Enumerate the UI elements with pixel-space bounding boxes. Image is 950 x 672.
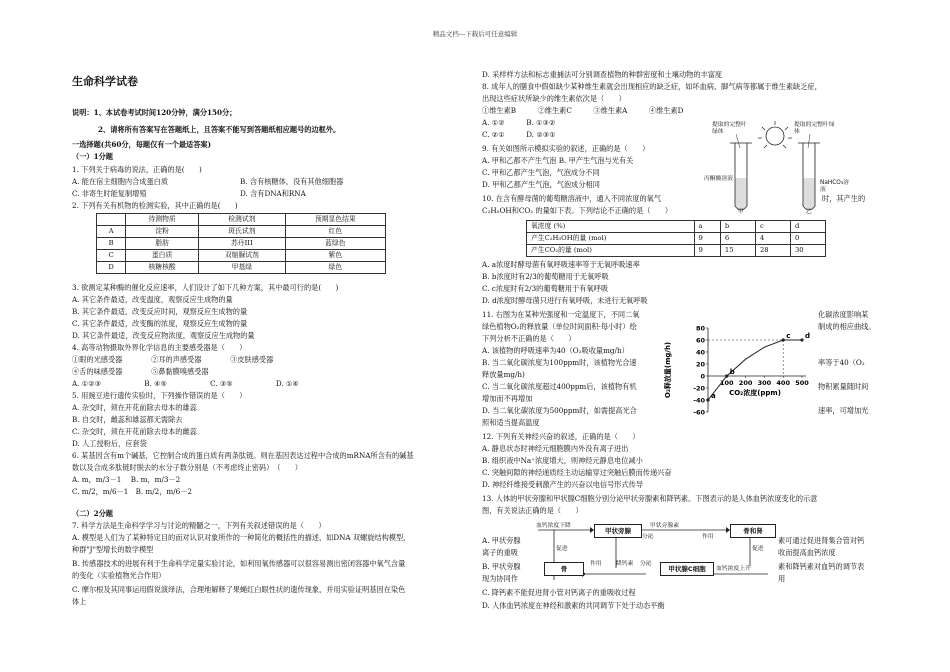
text-line: D. 采样样方法和标志重捕法可分别调查植物的种群密度和土壤动物的丰富度 [482,70,723,79]
left-tube-bottom-label: 丙酮酸溶液 [704,176,733,182]
paper-title: 生命科学试卷 [72,75,138,88]
text-line: 13. 人体的甲状旁腺和甲状腺C细胞分别分泌甲状旁腺素和降钙素。下图表示的是人体血钙浓度变化的示意 [482,494,818,503]
table-cell: 核糖核酸 [126,262,199,274]
y-tick-label: 60 [695,336,705,345]
table-cell: 28 [755,245,790,257]
test-tube-right-icon [798,143,820,210]
table-row [97,238,386,250]
text-line: 下列分析不正确的是（ ） [482,334,576,343]
text-line: C. 摩尔根及其同事运用假说演绎法，合理地解释了果蝇红白眼性状的遗传现象，并用实验证明基因在染色 [72,585,406,594]
q13-low-label: 血钙浓度下降 [536,523,571,529]
table-cell: 蓝绿色 [285,238,385,250]
note-answer: 2、请将所有答案写在答题纸上，且答案不能写到答题纸相应题号的边框外。 [98,125,341,134]
note-time: 说明：1、本试卷考试时间120分钟，满分150分； [72,108,237,117]
table-cell: A [97,226,126,238]
text-line: A. m，m/3－1 B. m，m/3－2 [72,475,181,484]
q13-side-2: 收而提高血钙浓度 [778,548,836,557]
q13-side-1: 素可通过促进肾集合管对钙 [778,536,865,545]
table-row [97,250,386,262]
hormone1-label: 甲状旁腺素 [650,523,679,529]
table-cell: D [97,262,126,274]
text-line: D. 其它条件最适，改变反应物浓度，观察反应生成物的量 [72,331,255,340]
table-cell: 30 [790,245,825,257]
text-line: ①眼的光感受器 ②耳的声感受器 ③皮肤感受器 [72,355,274,364]
point-label-d: d [805,332,811,340]
q13-high-label: 血钙浓度上升 [716,566,751,572]
point-label-c: c [786,332,791,340]
text-line: 7. 科学方法是生命科学学习与讨论的精髓之一，下列有关叙述错误的是（ ） [72,521,326,530]
hormone2-label: 降钙素 [616,561,634,567]
subsection-1pt: （一）1分题 [72,152,113,161]
q10-tail-text: 时，其产生的 [822,194,866,203]
text-line: A. ①②③ B. ④⑤ C. ③⑤ D. ①④ [72,379,299,388]
text-line: 11. 右图为在某种光强度和一定温度下，不同二氧 [482,310,640,319]
table-cell: 绿色 [285,262,385,274]
table-cell: 氧浓度 (%) [527,221,695,233]
text-line: C. 当二氧化碳浓度超过400ppm后，该植物有机 [482,382,637,391]
x-tick-label: 400 [776,379,790,387]
q13-opt-a2: 离子的重吸 [482,548,518,557]
text-line: A. 杂交时，须在开花前除去母本的雄蕊 [72,403,197,412]
q1-option-d: D. 含有DNA和RNA [240,189,306,198]
text-line: 的变化（实验植物光合作用） [72,571,166,580]
q13-opt-d: D. 人体血钙浓度在神经和激素的共同调节下处于动态平衡 [482,601,665,610]
table-row [97,262,386,274]
table-row [97,226,386,238]
text-line: A. 静息状态时神经元细胞膜内外没有离子进出 [482,444,629,453]
point-d [800,338,803,341]
table-cell: 淀粉 [126,226,199,238]
x-tick-label: 500 [795,379,809,387]
thyroid-c-box: 甲状腺C细胞 [660,562,714,576]
table-cell: 4 [755,233,790,245]
text-line: B. 当二氧化碳浓度为100ppm时，该植物光合速 [482,358,637,367]
point-label-a: a [711,392,716,400]
table-cell: 0 [790,233,825,245]
y-tick-label: 0 [700,372,705,381]
table-cell: 待测物质 [126,214,199,226]
table-cell: 产生C₂H₅OH的量 (mol) [527,233,695,245]
y-tick-label: -40 [693,396,705,405]
table-cell [97,214,126,226]
table-cell: d [790,221,825,233]
point-a [706,398,709,401]
text-line: B. 传感器技术的进展有利于生命科学定量实验讨论，如利用氧传感器可以很容易测出密闭容器中氧气含量 [72,559,406,568]
table-cell: 6 [720,233,755,245]
text-line: B. 其它条件最适，改变反应时间，观察反应生成物的量 [72,307,248,316]
text-line: C. m/2，m/6－1 B. m/2，m/6－2 [72,487,192,496]
q13-side-4: 用 [778,574,786,583]
y-tick-label: 20 [695,360,705,369]
q13-opt-b1: B. 甲状旁腺 [482,562,521,571]
x-tick-label: 100 [720,379,734,387]
table-cell: a [694,221,720,233]
y-tick-label: -20 [693,384,705,393]
q1-option-c: C. 非寄生时能复制增殖 [72,189,147,198]
point-b [725,374,728,377]
table-cell: 蛋白质 [126,250,199,262]
text-line: 体上 [72,597,87,606]
text-line: 绿色植物O₂的释放量（单位时间面积·每小时）绘 [482,322,637,331]
page-header: 精品文档---下载后可任意编辑 [432,30,518,38]
table-cell: 检测试剂 [199,214,286,226]
right-tube-bottom-label: NaHCO₃溶液 [820,180,849,193]
y-axis-label: O₂释放量(mg/h) [664,341,672,399]
table-cell: 产生CO₂的量 (mol) [527,245,695,257]
secrete-label-2: 分泌 [640,561,652,567]
text-line: 数以及合成多肽链时脱去的水分子数分别是（不考虑终止密码） （ ） [72,463,302,472]
y-tick-label: 40 [695,348,705,357]
point-label-b: b [729,368,735,376]
table-header-row [97,214,386,226]
text-line: 12. 下列有关神经兴奋的叙述，正确的是（ ） [482,432,640,441]
text-line: C. ②① D. ②③① [482,130,556,139]
text-line: ①维生素B ②维生素C ③维生素A ④维生素D [482,106,684,115]
text-line: 释放量mg/h) [482,370,525,379]
bone-box: 骨 [544,562,584,576]
table-cell: 苏丹III [199,238,286,250]
text-line: 6. 某基因含有m个碱基，它控制合成的蛋白质有两条肽链。则在基因表达过程中合成的mRNA所含有的碱基 [72,451,414,460]
left-tube-top-label: 提取的完整叶绿体 [712,122,747,135]
text-line: A. 其它条件最适，改变温度，观察反应生成物的量 [72,295,233,304]
q11-chart [662,322,818,422]
table-cell: 预期显色结果 [285,214,385,226]
right-tube-name: 乙 [806,209,812,215]
text-line: 出现这些症状所缺少的维生素依次是（ ） [482,94,626,103]
q11-side-2: 制成的相应曲线。 [818,322,876,331]
left-tube-name: 甲 [738,209,744,215]
q13-opt-a1: A. 甲状旁腺 [482,536,521,545]
y-tick-label: -60 [693,408,705,417]
x-axis-label: CO₂浓度(ppm) [729,389,781,397]
question-2: 2. 下列有关有机物的检测实验，其中正确的是( ) [72,201,238,210]
text-line: 照和适当提高温度 [482,418,540,427]
y-tick-label: 80 [695,324,705,333]
text-line: C. 其它条件最适，改变酶的浓度，观察反应生成物的量 [72,319,248,328]
text-line: B. 自交时，雌蕊和雄蕊都无需除去 [72,415,183,424]
q2-table [96,213,386,274]
question-1: 1. 下列关于病毒的说法，正确的是( ) [72,165,202,174]
q13-opt-b2: 现为协同作 [482,574,518,583]
x-tick-label: 300 [757,379,772,387]
right-tube-top-label: 提取的完整叶绿体 [794,122,835,135]
q1-option-a: A. 能在宿主细胞内合成蛋白质 [72,177,169,186]
table-cell: C [97,250,126,262]
text-line: C. 甲和乙都产生气泡，气泡成分不同 [482,168,600,177]
text-line: 种群"J"型增长的数学模型 [72,545,154,554]
text-line: D. 人工授粉后，应套袋 [72,439,147,448]
secrete-label-1: 分泌 [642,534,654,540]
x-tick-label: 200 [738,379,753,387]
text-line: A. ①② B. ①③② [482,118,556,127]
bone-kidney-box: 骨和肾 [730,524,776,538]
text-line: 增加而不再增加 [482,394,533,403]
table-row [527,233,826,245]
point-c [782,338,785,341]
q13-opt-c: C. 降钙素不能促进肾小管对钙离子的重吸收过程 [482,588,636,597]
table-cell: 15 [720,245,755,257]
table-cell: B [97,238,126,250]
table-cell: 9 [694,233,720,245]
q11-side-5: 速率，可增加光 [818,406,869,415]
text-line: 5. 用豌豆进行遗传实验时，下列操作错误的是（ ） [72,391,247,400]
q11-side-1: 化碳浓度影响某 [818,310,869,319]
parathyroid-box: 甲状旁腺 [594,524,642,538]
text-line: D. 神经纤维接受刺激产生的兴奋以电信号形式传导 [482,480,644,489]
text-line: C. 杂交时，须在开花前除去母本的雌蕊 [72,427,197,436]
text-line: 3. 欲测定某种酶的催化反应速率，人们设计了如下几种方案，其中最可行的是( ) [72,283,339,292]
text-line: C₂H₅OH和CO₂ 的量如下表。下列结论不正确的是（ ） [482,206,673,215]
table-cell: b [720,221,755,233]
table-cell: 双缩脲试剂 [199,250,286,262]
sun-icon [758,121,792,148]
text-line: 图，有关说法正确的是（ ） [482,506,583,515]
text-line: B. b浓度时有2/3的葡萄糖用于无氧呼吸 [482,272,609,281]
text-line: 4. 高等动物摄取外界化学信息的主要感受器是（ ） [72,343,247,352]
text-line: ④舌的味感受器 ⑤鼻黏膜嗅感受器 [72,367,209,376]
subsection-2pt: （二）2分题 [72,509,113,518]
promote-label-2: 促进 [752,546,764,552]
table-cell: 斑氏试剂 [199,226,286,238]
text-line: D. 当二氧化碳浓度为500ppm时，如需提高光合 [482,406,637,415]
promote-label-1: 促进 [556,546,568,552]
text-line: A. 甲和乙都不产生气泡 B. 甲产生气泡与光有关 [482,156,634,165]
text-line: C. 突触间隙的神经递质经主动运输穿过突触后膜而传递兴奋 [482,468,672,477]
text-line: 8. 成年人的膳食中假如缺少某种维生素就会出现相应的缺乏症，如坏血病、脚气病等都属于维生素缺乏症， [482,82,822,91]
table-cell: 甲基绿 [199,262,286,274]
q1-option-b: B. 含有核糖体，没有其他细胞器 [240,177,344,186]
section-heading: 一选择题(共60分，每题仅有一个最适答案) [72,140,211,149]
text-line: 10. 在含有酵母菌的葡萄糖溶液中，通入不同浓度的氧气 [482,194,662,203]
text-line: D. 甲和乙都产生气泡，气泡成分相同 [482,180,600,189]
table-cell: 红色 [285,226,385,238]
text-line: C. c浓度时有2/3的葡萄糖用于有氧呼吸 [482,284,609,293]
text-line: A. a浓度时酵母菌有氧呼吸速率等于无氧呼吸速率 [482,260,640,269]
table-cell: c [755,221,790,233]
text-line: 9. 有关如图所示模拟实验的叙述，正确的是（ ） [482,144,650,153]
text-line: D. d浓度时酵母菌只进行有氧呼吸，未进行无氧呼吸 [482,296,648,305]
q13-side-3: 素和降钙素对血钙的调节表 [778,562,865,571]
table-cell: 紫色 [285,250,385,262]
table-row [527,245,826,257]
text-line: A. 模型是人们为了某种特定目的而对认识对象所作的一种简化的概括性的描述，如DNA 双螺旋结构模型， [72,533,411,542]
q11-side-3: 率等于40（O₂ [818,358,865,367]
text-line: A. 该植物的呼吸速率为40（O₂吸收量mg/h） [482,346,629,355]
act-label-1: 作用 [702,534,714,540]
table-cell: 脂肪 [126,238,199,250]
text-line: B. 组织液中Na⁺浓度增大，则神经元静息电位减小 [482,456,643,465]
table-header-row [527,221,826,233]
table-cell: 9 [694,245,720,257]
q11-side-4: 物积累量随时间 [818,382,869,391]
q10-table [526,220,826,257]
act-label-2: 作用 [590,561,602,567]
